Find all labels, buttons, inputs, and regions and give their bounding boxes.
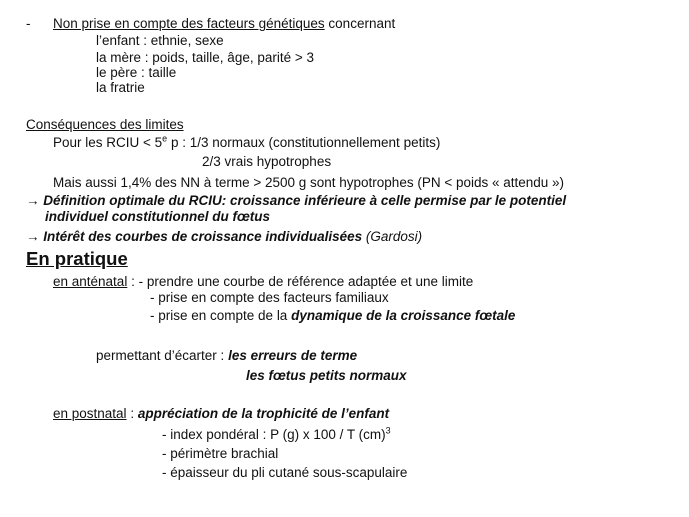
allowing-em1: les erreurs de terme	[228, 348, 358, 363]
antenatal-text3: - prise en compte de la	[150, 308, 292, 323]
arrow-icon: →	[26, 193, 40, 208]
genetics-mother: la mère : poids, taille, âge, parité > 3	[96, 50, 314, 65]
antenatal-text1: : - prendre une courbe de référence adaptée et une limite	[127, 274, 474, 289]
consequences-line1	[53, 134, 440, 151]
postnatal-em: appréciation de la trophicité de l’enfant	[137, 406, 390, 421]
definition-line2: individuel constitutionnel du fœtus	[45, 209, 270, 224]
arrow-icon: →	[26, 229, 40, 244]
postnatal-index	[162, 426, 391, 443]
genetics-siblings: la fratrie	[96, 80, 145, 95]
allowing-line1	[96, 347, 357, 364]
postnatal-brachial: - périmètre brachial	[162, 446, 279, 461]
consequences-line1-sup: e	[162, 133, 168, 144]
postnatal-skinfold: - épaisseur du pli cutané sous-scapulaire	[162, 465, 408, 480]
postnatal-sep: :	[126, 406, 138, 421]
genetics-child: l’enfant : ethnie, sexe	[96, 33, 224, 48]
postnatal-line	[53, 405, 389, 422]
interest-line	[26, 228, 422, 245]
antenatal-line2: - prise en compte des facteurs familiaux	[150, 290, 389, 305]
consequences-heading: Conséquences des limites	[26, 117, 184, 132]
consequences-line1-text: Pour les RCIU < 5	[53, 135, 163, 150]
genetics-line	[53, 15, 395, 32]
consequences-line1-tail: p : 1/3 normaux (constitutionnellement petits)	[167, 135, 441, 150]
practice-heading: En pratique	[26, 248, 128, 269]
antenatal-line3	[150, 307, 515, 324]
antenatal-em3: dynamique de la croissance fœtale	[291, 308, 516, 323]
consequences-line2: 2/3 vrais hypotrophes	[202, 154, 332, 169]
postnatal-label: en postnatal	[53, 406, 127, 421]
genetics-father: le père : taille	[96, 65, 177, 80]
allowing-text: permettant d’écarter :	[96, 348, 229, 363]
definition-text: Définition optimale du RCIU: croissance inférieure à celle permise par le potentiel	[43, 193, 567, 208]
consequences-line3: Mais aussi 1,4% des NN à terme > 2500 g sont hypotrophes (PN < poids « attendu »)	[53, 175, 565, 190]
definition-line1	[26, 192, 566, 209]
allowing-line2: les fœtus petits normaux	[246, 368, 407, 383]
genetics-title-tail: concernant	[324, 16, 396, 31]
postnatal-index-text: - index pondéral : P (g) x 100 / T (cm)	[162, 427, 386, 442]
postnatal-index-sup: 3	[385, 425, 391, 436]
antenatal-line1	[53, 273, 473, 290]
genetics-dash: -	[26, 16, 31, 31]
antenatal-label: en anténatal	[53, 274, 128, 289]
genetics-title: Non prise en compte des facteurs génétiques	[53, 16, 325, 31]
interest-text: Intérêt des courbes de croissance individualisées	[43, 229, 363, 244]
interest-ref: (Gardosi)	[362, 229, 423, 244]
